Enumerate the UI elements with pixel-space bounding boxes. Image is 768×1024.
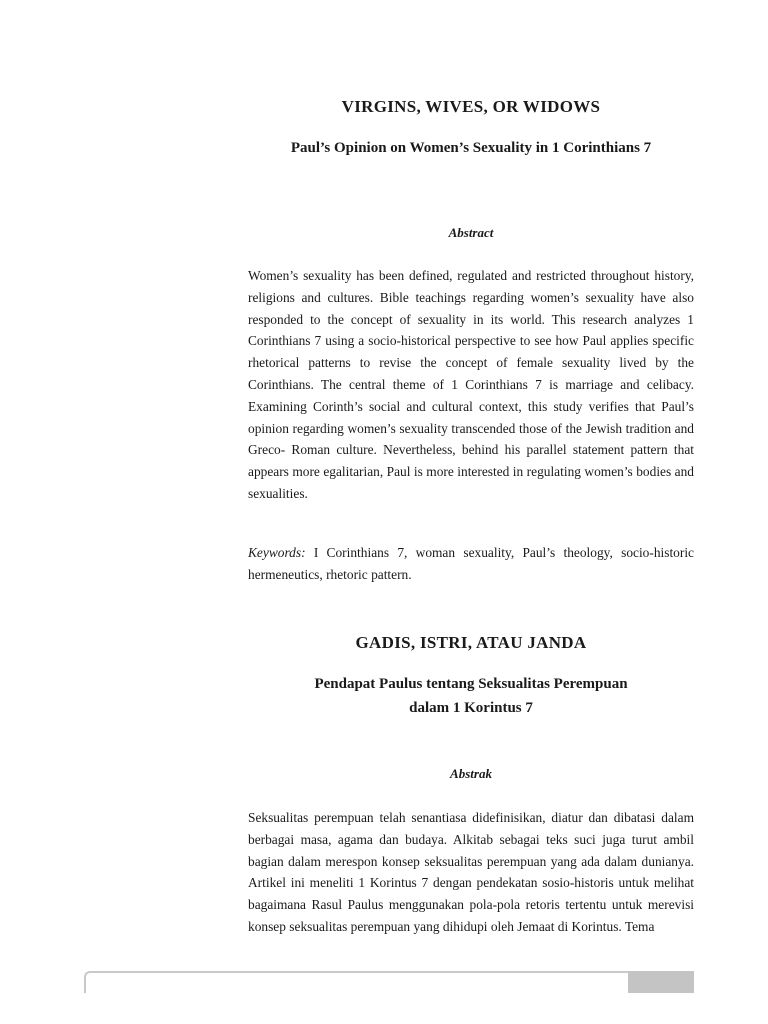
indonesian-subtitle-line-2: dalam 1 Korintus 7 [409,700,533,716]
keywords-paragraph [248,542,694,586]
english-abstract-heading: Abstract [448,225,494,240]
english-subtitle: Paul’s Opinion on Women’s Sexuality in 1 Corinthians 7 [290,140,652,156]
keywords-text: I Corinthians 7, woman sexuality, Paul’s theology, socio-historic hermeneutics, rhetoric pattern. [248,545,694,582]
keywords-label: Keywords: [248,545,306,560]
english-abstract-text: Women’s sexuality has been defined, regulated and restricted throughout history, religions and cultures. Bible teachings regarding women’s sexuality have also responded to the concept of sexuality in its world. This research analyzes 1 Corinthians 7 using a socio-historical perspective to see how Paul applies specific rhetorical patterns to revise the concept of female sexuality lived by the Corinthians. The central theme of 1 Corinthians 7 is marriage and celibacy. Examining Corinth’s social and cultural context, this study verifies that Paul’s opinion regarding women’s sexuality transcended those of the Jewish tradition and Greco- Roman culture. Nevertheless, behind his parallel statement pattern that appears more egalitarian, Paul is more interested in regulating women’s bodies and sexualities. [248,268,694,501]
footer-rule [84,971,630,993]
english-abstract [248,265,694,505]
indonesian-subtitle-line-1: Pendapat Paulus tentang Seksualitas Perempuan [314,676,628,692]
indonesian-abstract [248,807,694,938]
footer-page-box [628,971,694,993]
english-keywords [248,542,694,586]
indonesian-abstract-heading: Abstrak [450,766,492,781]
indonesian-abstract-text: Seksualitas perempuan telah senantiasa didefinisikan, diatur dan dibatasi dalam berbagai masa, agama dan budaya. Alkitab sebagai teks suci juga turut ambil bagian dalam merespon konsep seksualitas perempuan yang ada dalam dunianya. Artikel ini meneliti 1 Korintus 7 dengan pendekatan sosio-historis untuk melihat bagaimana Rasul Paulus menggunakan pola-pola retoris tertentu untuk merevisi konsep seksualitas perempuan yang dihidupi oleh Jemaat di Korintus. Tema [248,810,694,934]
indonesian-subtitle [248,674,694,718]
english-title: VIRGINS, WIVES, OR WIDOWS [341,97,601,116]
indonesian-title: GADIS, ISTRI, ATAU JANDA [355,633,587,652]
